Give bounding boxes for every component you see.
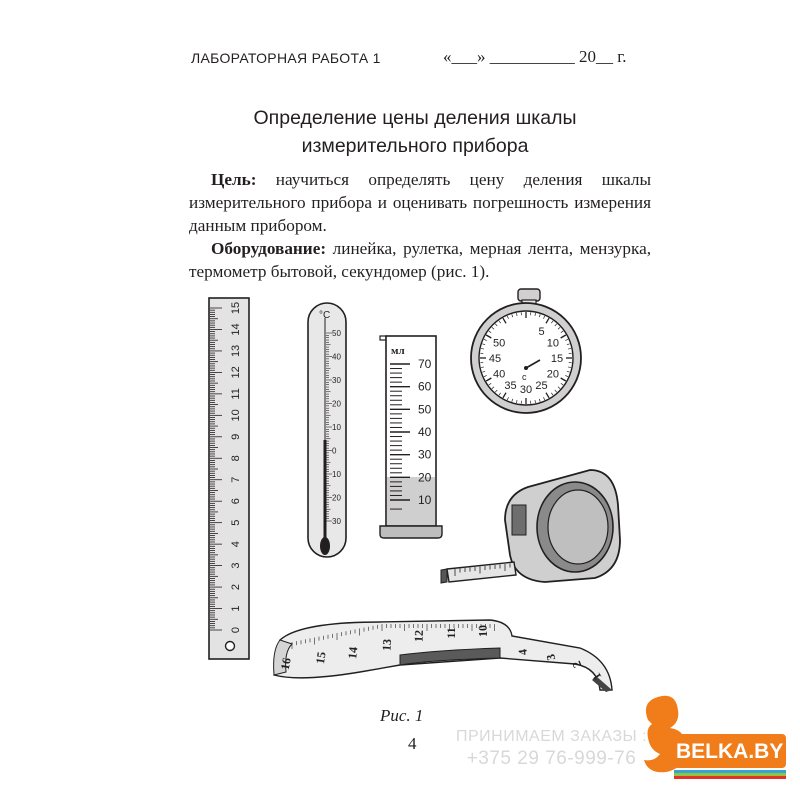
thermometer-bulb: [320, 537, 330, 555]
goal-text: научиться определять цену деления шкалы измерительного прибора и оценивать погрешность измерения данным прибором.: [189, 170, 651, 235]
logo-stripe-blue: [674, 770, 786, 773]
ruler-tick-label: 0: [229, 626, 242, 634]
equipment-text: линейка, рулетка, мерная лента, мензурка, термометр бытовой, секундомер (рис. 1).: [189, 239, 651, 281]
cylinder-unit: мл: [391, 345, 405, 357]
title-line-2: измерительного прибора: [301, 135, 529, 157]
cylinder-base: [380, 526, 442, 538]
page-number: 4: [408, 734, 417, 753]
tape-measure-blade: [447, 562, 516, 582]
cylinder-tick-label: 10: [418, 493, 432, 507]
ruler-tick-label: 8: [229, 455, 242, 462]
cylinder-tick-label: 40: [418, 425, 432, 439]
ruler-tick-label: 11: [229, 388, 242, 400]
stopwatch-unit: с: [522, 372, 527, 382]
thermometer-tick-label: 30: [332, 517, 341, 526]
cylinder-tick-label: 70: [418, 357, 432, 371]
stopwatch-tick-label: 40: [493, 368, 506, 381]
tape-strip-number: 12: [411, 629, 426, 643]
ruler-hole: [226, 642, 235, 651]
ruler-tick-label: 3: [229, 562, 242, 569]
date-blank: «___» __________ 20__ г.: [443, 47, 627, 66]
ruler: [209, 298, 249, 659]
stopwatch-tick-label: 15: [550, 353, 564, 365]
tape-strip-number: 11: [443, 627, 458, 639]
stopwatch-tick-label: 25: [535, 379, 548, 392]
tape-strip-number: 16: [277, 656, 294, 671]
thermometer-tick-label: 10: [332, 423, 341, 432]
tape-strip-number: 4: [515, 648, 531, 657]
equipment-label: Оборудование:: [211, 239, 327, 258]
tape-strip-number: 10: [475, 624, 490, 638]
tape-strip-number: 15: [312, 650, 329, 665]
watermark-phone: +375 29 76-999-76: [466, 748, 637, 769]
figure-caption: Рис. 1: [380, 706, 424, 725]
ruler-tick-label: 4: [229, 541, 242, 548]
tape-strip-number: 3: [543, 652, 559, 662]
thermometer-labels: [332, 329, 341, 526]
cylinder-tick-label: 30: [418, 447, 432, 462]
measuring-cylinder: [380, 336, 442, 538]
thermometer-tick-label: 0: [332, 446, 337, 456]
tape-strip-number: 14: [345, 646, 361, 660]
logo-brand-text: BELKA.BY: [676, 740, 784, 763]
stopwatch-crown: [518, 289, 540, 301]
ruler-tick-label: 10: [229, 409, 242, 422]
ruler-tick-label: 15: [229, 301, 242, 315]
tape-measure: [441, 470, 620, 583]
ruler-tick-label: 14: [229, 323, 242, 336]
ruler-tick-label: 1: [229, 605, 242, 612]
ruler-tick-label: 6: [229, 498, 242, 505]
thermometer-tick-label: 20: [332, 493, 341, 503]
stopwatch-tick-label: 5: [538, 326, 545, 339]
tape-strip-number: 1: [589, 670, 605, 684]
ruler-tick-label: 9: [229, 433, 242, 440]
cylinder-spout: [380, 336, 386, 340]
lab-work-title: ЛАБОРАТОРНАЯ РАБОТА 1: [191, 50, 381, 66]
thermometer-tick-label: 30: [332, 376, 341, 385]
thermometer-unit: °С: [319, 310, 331, 321]
thermometer-tick-label: 20: [332, 399, 341, 409]
ruler-tick-label: 2: [229, 584, 242, 591]
cylinder-tick-label: 50: [418, 402, 432, 417]
stopwatch-tick-label: 30: [519, 384, 533, 396]
tape-strip-number: 13: [379, 638, 395, 652]
measuring-tape: [274, 620, 612, 692]
ruler-tick-label: 7: [229, 476, 242, 483]
tape-measure-lock: [512, 505, 526, 535]
watermark-line-1: ПРИНИМАЕМ ЗАКАЗЫ :: [456, 728, 648, 745]
goal-label: Цель:: [211, 170, 257, 189]
tape-measure-hook: [441, 569, 447, 583]
title-line-1: Определение цены деления шкалы: [253, 107, 577, 129]
logo-stripe-red: [674, 776, 786, 779]
ruler-tick-label: 13: [229, 344, 242, 358]
stopwatch-tick-label: 35: [504, 379, 517, 392]
stopwatch-tick-label: 10: [546, 337, 559, 350]
thermometer-tick-label: 50: [332, 329, 341, 338]
thermometer: [308, 303, 346, 557]
cylinder-tick-label: 60: [418, 379, 432, 394]
tape-measure-hub: [548, 490, 608, 564]
ruler-tick-label: 5: [229, 519, 242, 526]
ruler-tick-label: 12: [229, 366, 242, 379]
stopwatch-tick-label: 50: [493, 337, 506, 350]
stopwatch-hub: [524, 366, 528, 370]
thermometer-tick-label: 10: [332, 470, 341, 479]
cylinder-tick-label: 20: [418, 470, 432, 485]
stopwatch: [471, 289, 581, 413]
stopwatch-tick-label: 45: [488, 353, 502, 365]
logo-stripe-green: [674, 773, 786, 776]
stopwatch-tick-label: 20: [546, 368, 559, 381]
tape-strip-number: 2: [569, 659, 585, 670]
thermometer-tick-label: 40: [332, 352, 341, 362]
watermark-text: [456, 726, 647, 770]
